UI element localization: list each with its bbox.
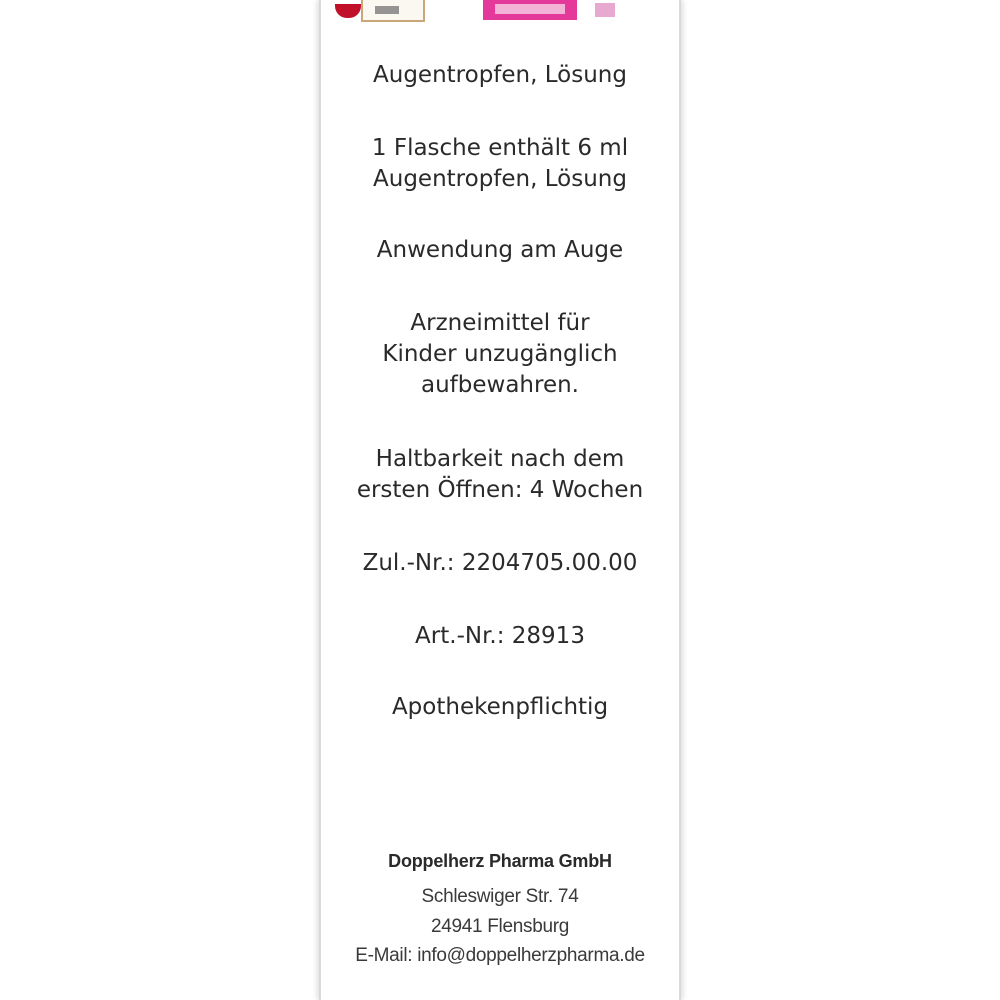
package-right-edge <box>679 0 681 1000</box>
pink-label-icon <box>595 3 615 17</box>
manufacturer-city: 24941 Flensburg <box>430 916 570 937</box>
storage-warning-line-1: Arzneimittel für <box>410 310 590 336</box>
storage-warning-line-3: aufbewahren. <box>421 372 579 398</box>
dosage-form-text: Augentropfen, Lösung <box>373 62 627 88</box>
application-route-text: Anwendung am Auge <box>376 237 624 263</box>
manufacturer-street: Schleswiger Str. 74 <box>421 886 579 907</box>
package-top-flap-artwork <box>321 0 679 22</box>
heart-logo-icon <box>335 4 361 18</box>
content-amount-line-1: 1 Flasche enthält 6 ml <box>371 135 629 161</box>
manufacturer-name: Doppelherz Pharma GmbH <box>388 851 612 871</box>
product-name-band-icon <box>483 0 577 20</box>
product-name-band-inner-icon <box>495 4 565 14</box>
brand-badge-icon <box>361 0 425 22</box>
article-number-text: Art.-Nr.: 28913 <box>415 623 585 649</box>
approval-number-text: Zul.-Nr.: 2204705.00.00 <box>362 550 638 576</box>
shelf-life-line-1: Haltbarkeit nach dem <box>375 446 625 472</box>
pharmacy-only-text: Apothekenpflichtig <box>391 694 609 720</box>
storage-warning-line-2: Kinder unzugänglich <box>382 341 618 367</box>
shelf-life-line-2: ersten Öffnen: 4 Wochen <box>356 477 644 503</box>
manufacturer-email: E-Mail: info@doppelherzpharma.de <box>355 945 645 966</box>
badge-mark-icon <box>375 6 399 14</box>
content-amount-line-2: Augentropfen, Lösung <box>373 166 627 192</box>
